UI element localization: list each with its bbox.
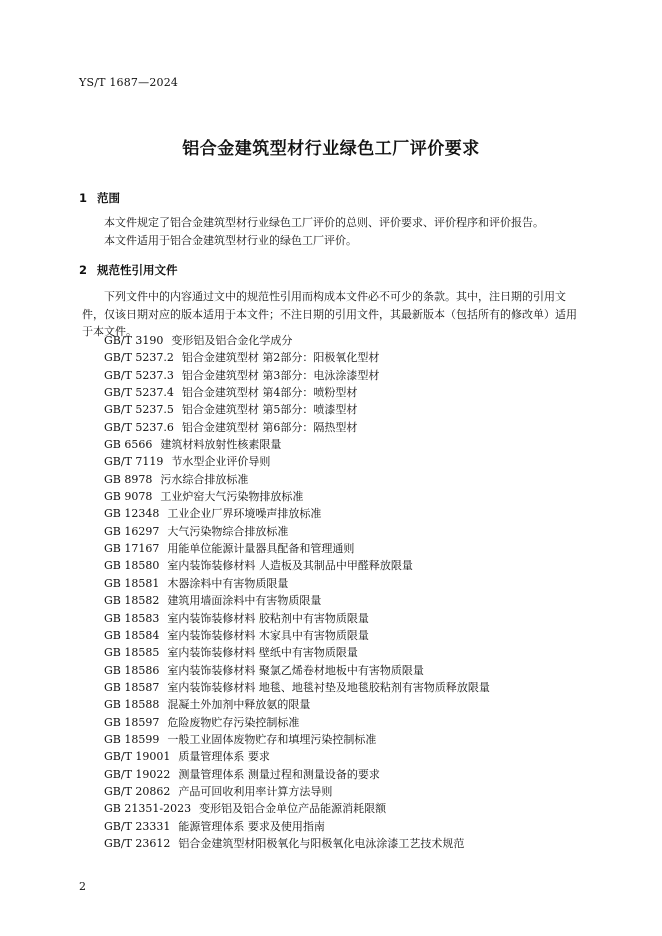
reference-code: GB/T 5237.2 [104, 351, 174, 365]
reference-code: GB 18583 [104, 611, 160, 625]
reference-title: 混凝土外加剂中释放氨的限量 [167, 698, 311, 712]
reference-code: GB 18586 [104, 663, 160, 677]
reference-code: GB/T 19001 [104, 750, 171, 764]
reference-title: 质量管理体系 要求 [178, 750, 270, 764]
reference-title: 变形铝及铝合金单位产品能源消耗限额 [199, 802, 387, 816]
reference-code: GB 16297 [104, 524, 160, 538]
reference-code: GB/T 20862 [104, 784, 171, 798]
reference-code: GB/T 5237.4 [104, 386, 174, 400]
reference-code: GB 8978 [104, 472, 153, 486]
reference-code: GB/T 5237.6 [104, 420, 174, 434]
reference-title: 工业企业厂界环境噪声排放标准 [167, 507, 322, 521]
reference-code: GB 18599 [104, 732, 160, 746]
section-1-heading [79, 190, 120, 206]
reference-item [104, 696, 594, 713]
section-title: 范围 [97, 191, 120, 205]
reference-item [104, 644, 594, 661]
reference-item [104, 679, 594, 696]
reference-code: GB 18587 [104, 680, 160, 694]
reference-code: GB 18597 [104, 715, 160, 729]
reference-item [104, 488, 594, 505]
section-title: 规范性引用文件 [97, 263, 178, 277]
reference-list [104, 332, 594, 852]
reference-item [104, 349, 594, 366]
reference-title: 用能单位能源计量器具配备和管理通则 [167, 542, 355, 556]
document-title: 铝合金建筑型材行业绿色工厂评价要求 [182, 139, 480, 159]
reference-item [104, 610, 594, 627]
reference-title: 室内装饰装修材料 人造板及其制品中甲醛释放限量 [167, 559, 413, 573]
reference-item [104, 627, 594, 644]
reference-title: 节水型企业评价导则 [171, 455, 271, 469]
reference-code: GB 18584 [104, 628, 160, 642]
reference-title: 建筑用墙面涂料中有害物质限量 [167, 594, 322, 608]
reference-title: 建筑材料放射性核素限量 [160, 438, 282, 452]
reference-title: 铝合金建筑型材 第2部分：阳极氧化型材 [181, 351, 380, 365]
reference-item [104, 557, 594, 574]
reference-item [104, 384, 594, 401]
reference-title: 室内装饰装修材料 木家具中有害物质限量 [167, 628, 369, 642]
reference-code: GB 18588 [104, 698, 160, 712]
reference-code: GB 6566 [104, 438, 153, 452]
section-2-heading [79, 262, 178, 278]
reference-code: GB 12348 [104, 507, 160, 521]
reference-title: 室内装饰装修材料 胶粘剂中有害物质限量 [167, 611, 369, 625]
reference-title: 测量管理体系 测量过程和测量设备的要求 [178, 767, 380, 781]
reference-title: 污水综合排放标准 [160, 472, 249, 486]
reference-title: 能源管理体系 要求及使用指南 [178, 819, 325, 833]
reference-item [104, 471, 594, 488]
reference-item [104, 419, 594, 436]
reference-code: GB/T 23331 [104, 819, 171, 833]
page-number: 2 [79, 880, 86, 893]
reference-code: GB 21351-2023 [104, 802, 192, 816]
reference-title: 铝合金建筑型材 第5部分：喷漆型材 [181, 403, 358, 417]
reference-title: 室内装饰装修材料 壁纸中有害物质限量 [167, 646, 358, 660]
reference-code: GB 18585 [104, 646, 160, 660]
scope-paragraph: 本文件规定了铝合金建筑型材行业绿色工厂评价的总则、评价要求、评价程序和评价报告。 [104, 216, 544, 229]
reference-code: GB/T 3190 [104, 334, 164, 347]
reference-item [104, 766, 594, 783]
section-number: 1 [79, 191, 88, 205]
reference-title: 木器涂料中有害物质限量 [167, 576, 289, 590]
reference-title: 变形铝及铝合金化学成分 [171, 334, 293, 347]
reference-title: 大气污染物综合排放标准 [167, 524, 289, 538]
reference-item [104, 575, 594, 592]
reference-title: 危险废物贮存污染控制标准 [167, 715, 300, 729]
reference-title: 铝合金建筑型材 第4部分：喷粉型材 [181, 386, 358, 400]
intro-paragraph: 下列文件中的内容通过文中的规范性引用而构成本文件必不可少的条款。其中，注日期的引用文件，仅该日期对应的版本适用于本文件；不注日期的引用文件，其最新版本（包括所有的修改单）适用于本文件。 [82, 290, 577, 338]
reference-item [104, 367, 594, 384]
reference-title: 铝合金建筑型材阳极氧化与阳极氧化电泳涂漆工艺技术规范 [178, 836, 465, 850]
reference-title: 室内装饰装修材料 聚氯乙烯卷材地板中有害物质限量 [167, 663, 424, 677]
reference-code: GB/T 5237.5 [104, 403, 174, 417]
reference-item [104, 818, 594, 835]
reference-item [104, 662, 594, 679]
reference-title: 工业炉窑大气污染物排放标准 [160, 490, 304, 504]
reference-item [104, 523, 594, 540]
reference-title: 一般工业固体废物贮存和填埋污染控制标准 [167, 732, 377, 746]
reference-title: 产品可回收利用率计算方法导则 [178, 784, 333, 798]
reference-item [104, 505, 594, 522]
reference-item [104, 332, 594, 349]
document-id-header: YS/T 1687—2024 [79, 76, 179, 89]
reference-item [104, 800, 594, 817]
reference-code: GB 17167 [104, 542, 160, 556]
reference-title: 铝合金建筑型材 第3部分：电泳涂漆型材 [181, 368, 380, 382]
reference-item [104, 592, 594, 609]
reference-code: GB/T 7119 [104, 455, 164, 469]
reference-title: 室内装饰装修材料 地毯、地毯衬垫及地毯胶粘剂有害物质释放限量 [167, 680, 490, 694]
reference-item [104, 783, 594, 800]
reference-item [104, 401, 594, 418]
reference-item [104, 731, 594, 748]
reference-code: GB 18580 [104, 559, 160, 573]
reference-code: GB/T 5237.3 [104, 368, 174, 382]
reference-code: GB 18581 [104, 576, 160, 590]
reference-code: GB/T 23612 [104, 836, 171, 850]
reference-code: GB 18582 [104, 594, 160, 608]
scope-paragraph: 本文件适用于铝合金建筑型材行业的绿色工厂评价。 [104, 233, 357, 247]
reference-item [104, 714, 594, 731]
reference-item [104, 540, 594, 557]
reference-title: 铝合金建筑型材 第6部分：隔热型材 [181, 420, 358, 434]
section-number: 2 [79, 263, 88, 277]
reference-item [104, 748, 594, 765]
reference-item [104, 453, 594, 470]
reference-code: GB/T 19022 [104, 767, 171, 781]
section-1-body [82, 214, 587, 249]
reference-code: GB 9078 [104, 490, 153, 504]
reference-item [104, 835, 594, 852]
reference-item [104, 436, 594, 453]
